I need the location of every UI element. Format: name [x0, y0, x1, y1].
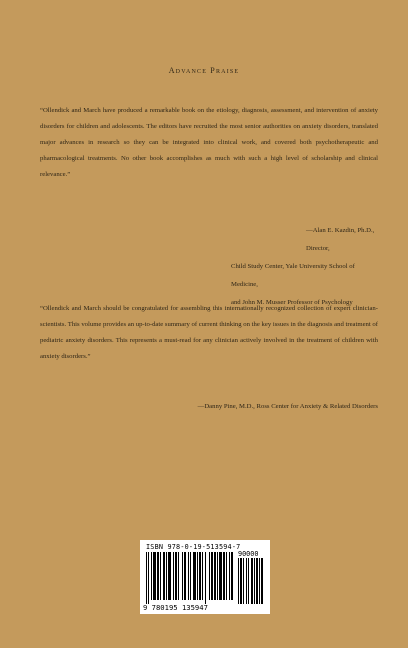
- barcode-digits: 9 780195 135947: [143, 603, 208, 612]
- barcode-bar: [151, 552, 152, 600]
- barcode-addon-bar: [254, 558, 255, 604]
- attribution-1-line-2: Child Study Center, Yale University School of Medicine,: [231, 263, 355, 288]
- barcode-bar: [188, 552, 189, 600]
- advance-praise-heading: Advance Praise: [168, 66, 240, 75]
- barcode-bar: [231, 552, 233, 600]
- praise-quote-1: “Ollendick and March have produced a remarkable book on the etiology, diagnosis, assessment, and intervention of anxiety disorders for children and adolescents. The editors have recruited the most senior authorities on anxiety disorders, translated major advances in research so they can be integrated into clinical work, and covered both psychotherapeutic and pharmacological treatments. No other book accomplishes as much with such a high level of scholarship and clinical relevance.”: [40, 107, 378, 179]
- barcode-bar: [168, 552, 171, 600]
- barcode-bar: [193, 552, 196, 600]
- attribution-2-line-1: —Danny Pine, M.D., Ross Center for Anxiety & Related Disorders: [197, 403, 378, 410]
- barcode-bar: [160, 552, 161, 600]
- isbn-barcode: [140, 540, 270, 614]
- barcode-addon-bar: [261, 558, 263, 604]
- barcode-addon-bar: [238, 558, 239, 604]
- barcode-addon-bar: [240, 558, 242, 604]
- barcode-bar: [217, 552, 218, 600]
- attribution-1-line-3: and John M. Musser Professor of Psychology: [231, 299, 353, 306]
- barcode-bar: [219, 552, 222, 600]
- isbn-label: ISBN 978-0-19-513594-7: [146, 543, 241, 551]
- barcode-bar: [223, 552, 225, 600]
- barcode-addon-bar: [243, 558, 244, 604]
- barcode-bar: [175, 552, 177, 600]
- barcode-addon-bar: [259, 558, 260, 604]
- barcode-bar: [209, 552, 210, 600]
- barcode-bar: [226, 552, 227, 600]
- attribution-1-line-1: —Alan E. Kazdin, Ph.D., Director,: [306, 227, 375, 252]
- barcode-addon-bar: [248, 558, 249, 604]
- barcode-addon-bar: [246, 558, 247, 604]
- barcode-bar: [202, 552, 203, 600]
- praise-attribution-2: [128, 398, 378, 416]
- barcode-bar: [178, 552, 179, 600]
- barcode-bar: [163, 552, 165, 600]
- barcode-bar: [166, 552, 167, 600]
- barcode-addon-bar: [251, 558, 253, 604]
- barcode-bar: [153, 552, 156, 600]
- barcode-bars: [146, 552, 264, 604]
- barcode-bar: [148, 552, 149, 604]
- price-code: 90000: [238, 550, 259, 558]
- barcode-bar: [229, 552, 230, 600]
- barcode-bar: [184, 552, 186, 600]
- praise-attribution-1: [203, 222, 378, 312]
- barcode-bar: [146, 552, 147, 604]
- barcode-bar: [197, 552, 198, 600]
- barcode-bar: [205, 552, 206, 604]
- barcode-addon-bar: [256, 558, 258, 604]
- barcode-bar: [214, 552, 216, 600]
- barcode-bar: [199, 552, 201, 600]
- barcode-bar: [190, 552, 191, 600]
- barcode-bar: [211, 552, 213, 600]
- barcode-bar: [157, 552, 159, 600]
- barcode-bar: [173, 552, 174, 600]
- praise-quote-2: “Ollendick and March should be congratulated for assembling this internationally recognized collection of expert clinician-scientists. This volume provides an up-to-date summary of current thinking on the key issues in the diagnosis and treatment of pediatric anxiety disorders. This represents a must-read for any clinician actively involved in the treatment of children with anxiety disorders.”: [40, 305, 378, 361]
- barcode-bar: [182, 552, 183, 600]
